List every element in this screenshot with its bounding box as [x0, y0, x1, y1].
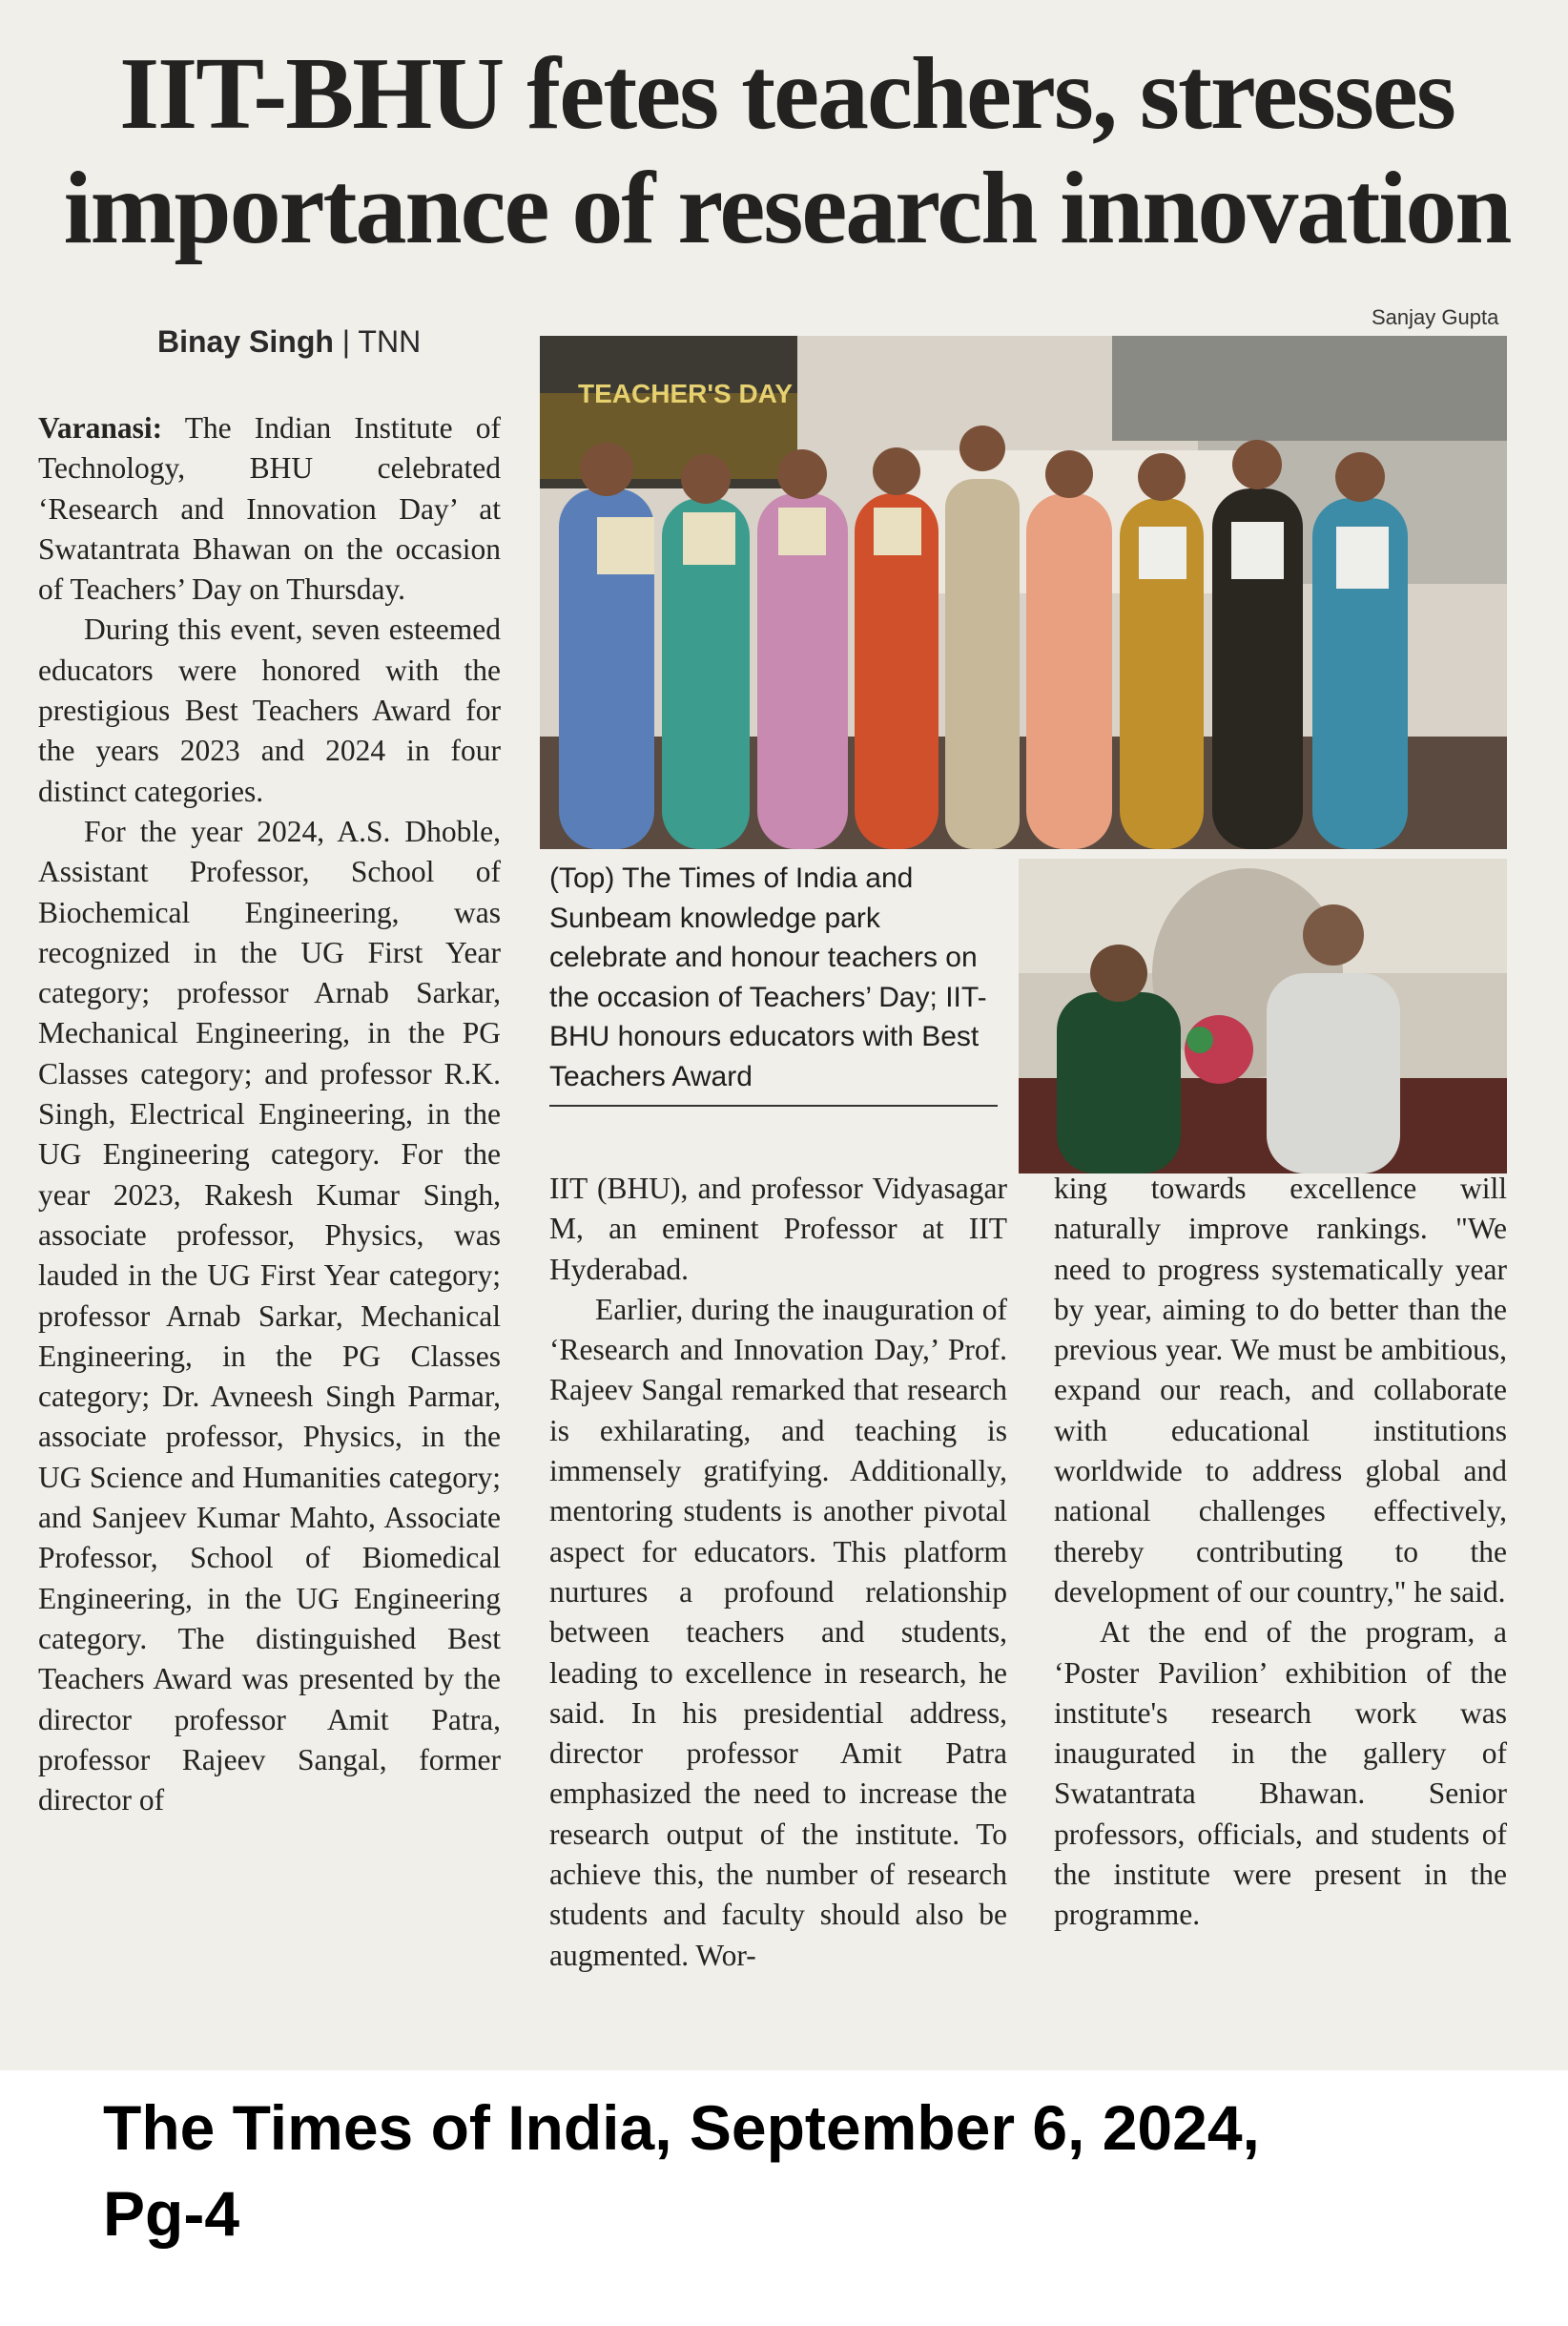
col1-paragraph-3: For the year 2024, A.S. Dhoble, Assistant Professor, School of Biochemical Engineering, was recognized in the UG First Year category; professor Arnab Sarkar, Mechanical Engineering, in the PG Classes category; and professor R.K. Singh, Electrical Engineering, in the UG Engineering category. For the year 2023, Rakesh Kumar Singh, associate professor, Physics, was lauded in the UG First Year category; professor Arnab Sarkar, Mechanical Engineering, in the PG Classes category; Dr. Avneesh Singh Parmar, associate professor, Physics, in the UG Science and Humanities category; and Sanjeev Kumar Mahto, Associate Professor, School of Biomedical Engineering, in the UG Engineering category. The distinguished Best Teachers Award was presented by the director professor Amit Patra, professor Rajeev Sangal, former director of — [38, 814, 501, 1817]
headline-line-1: IIT-BHU fetes teachers, stresses — [119, 37, 1455, 151]
col1-paragraph-2: During this event, seven esteemed educators were honored with the prestigious Best Teachers Award for the years 2023 and 2024 in four distinct categories. — [38, 613, 501, 808]
headline-line-2: importance of research innovation — [63, 152, 1511, 265]
byline-agency: TNN — [358, 324, 422, 359]
secondary-photo — [1019, 859, 1507, 1173]
source-citation-line-2: Pg-4 — [103, 2178, 240, 2249]
teachers-day-banner-text: TEACHER'S DAY — [578, 379, 793, 408]
dateline: Varanasi: — [38, 411, 163, 445]
article-column-3 — [1054, 1169, 1507, 1936]
col1-paragraph-1-text: The Indian Institute of Technology, BHU celebrated ‘Research and Innovation Day’ at Swatantrata Bhawan on the occasion of Teachers’ Day on Thursday. — [38, 411, 502, 607]
col2-paragraph-1: IIT (BHU), and professor Vidyasagar M, an eminent Professor at IIT Hyderabad. — [549, 1172, 1007, 1286]
article-column-1 — [38, 408, 501, 1820]
main-photo — [540, 336, 1507, 849]
byline — [157, 324, 421, 360]
byline-separator: | — [341, 324, 359, 359]
col1-paragraph-1 — [38, 408, 501, 610]
caption-divider — [549, 1105, 998, 1107]
byline-author: Binay Singh — [157, 324, 334, 359]
col2-paragraph-2: Earlier, during the inauguration of ‘Research and Innovation Day,’ Prof. Rajeev Sangal remarked that research is exhilarating, and teaching is immensely gratifying. Additionally, mentoring students is another pivotal aspect for educators. This platform nurtures a profound relationship between teachers and students, leading to excellence in research, he said. In his presidential address, director professor Amit Patra emphasized the need to increase the research output of the institute. To achieve this, the number of research students and faculty should also be augmented. Wor- — [549, 1292, 1007, 1972]
article-column-2 — [549, 1169, 1007, 1976]
source-citation — [103, 2085, 1534, 2256]
source-citation-line-1: The Times of India, September 6, 2024, — [103, 2092, 1260, 2163]
col3-paragraph-2: At the end of the program, a ‘Poster Pavilion’ exhibition of the institute's research work was inaugurated in the gallery of Swatantrata Bhawan. Senior professors, officials, and students of the institute were present in the programme. — [1054, 1615, 1507, 1932]
photo-credit: Sanjay Gupta — [1372, 305, 1499, 329]
photo-caption: (Top) The Times of India and Sunbeam knowledge park celebrate and honour teachers on the occasion of Teachers’ Day; IIT-BHU honours educators with Best Teachers Award — [549, 862, 987, 1092]
col3-paragraph-1: king towards excellence will naturally improve rankings. "We need to progress systematically year by year, aiming to do better than the previous year. We must be ambitious, expand our reach, and collaborate with educational institutions worldwide to address global and national challenges effectively, thereby contributing to the development of our country," he said. — [1054, 1172, 1507, 1609]
